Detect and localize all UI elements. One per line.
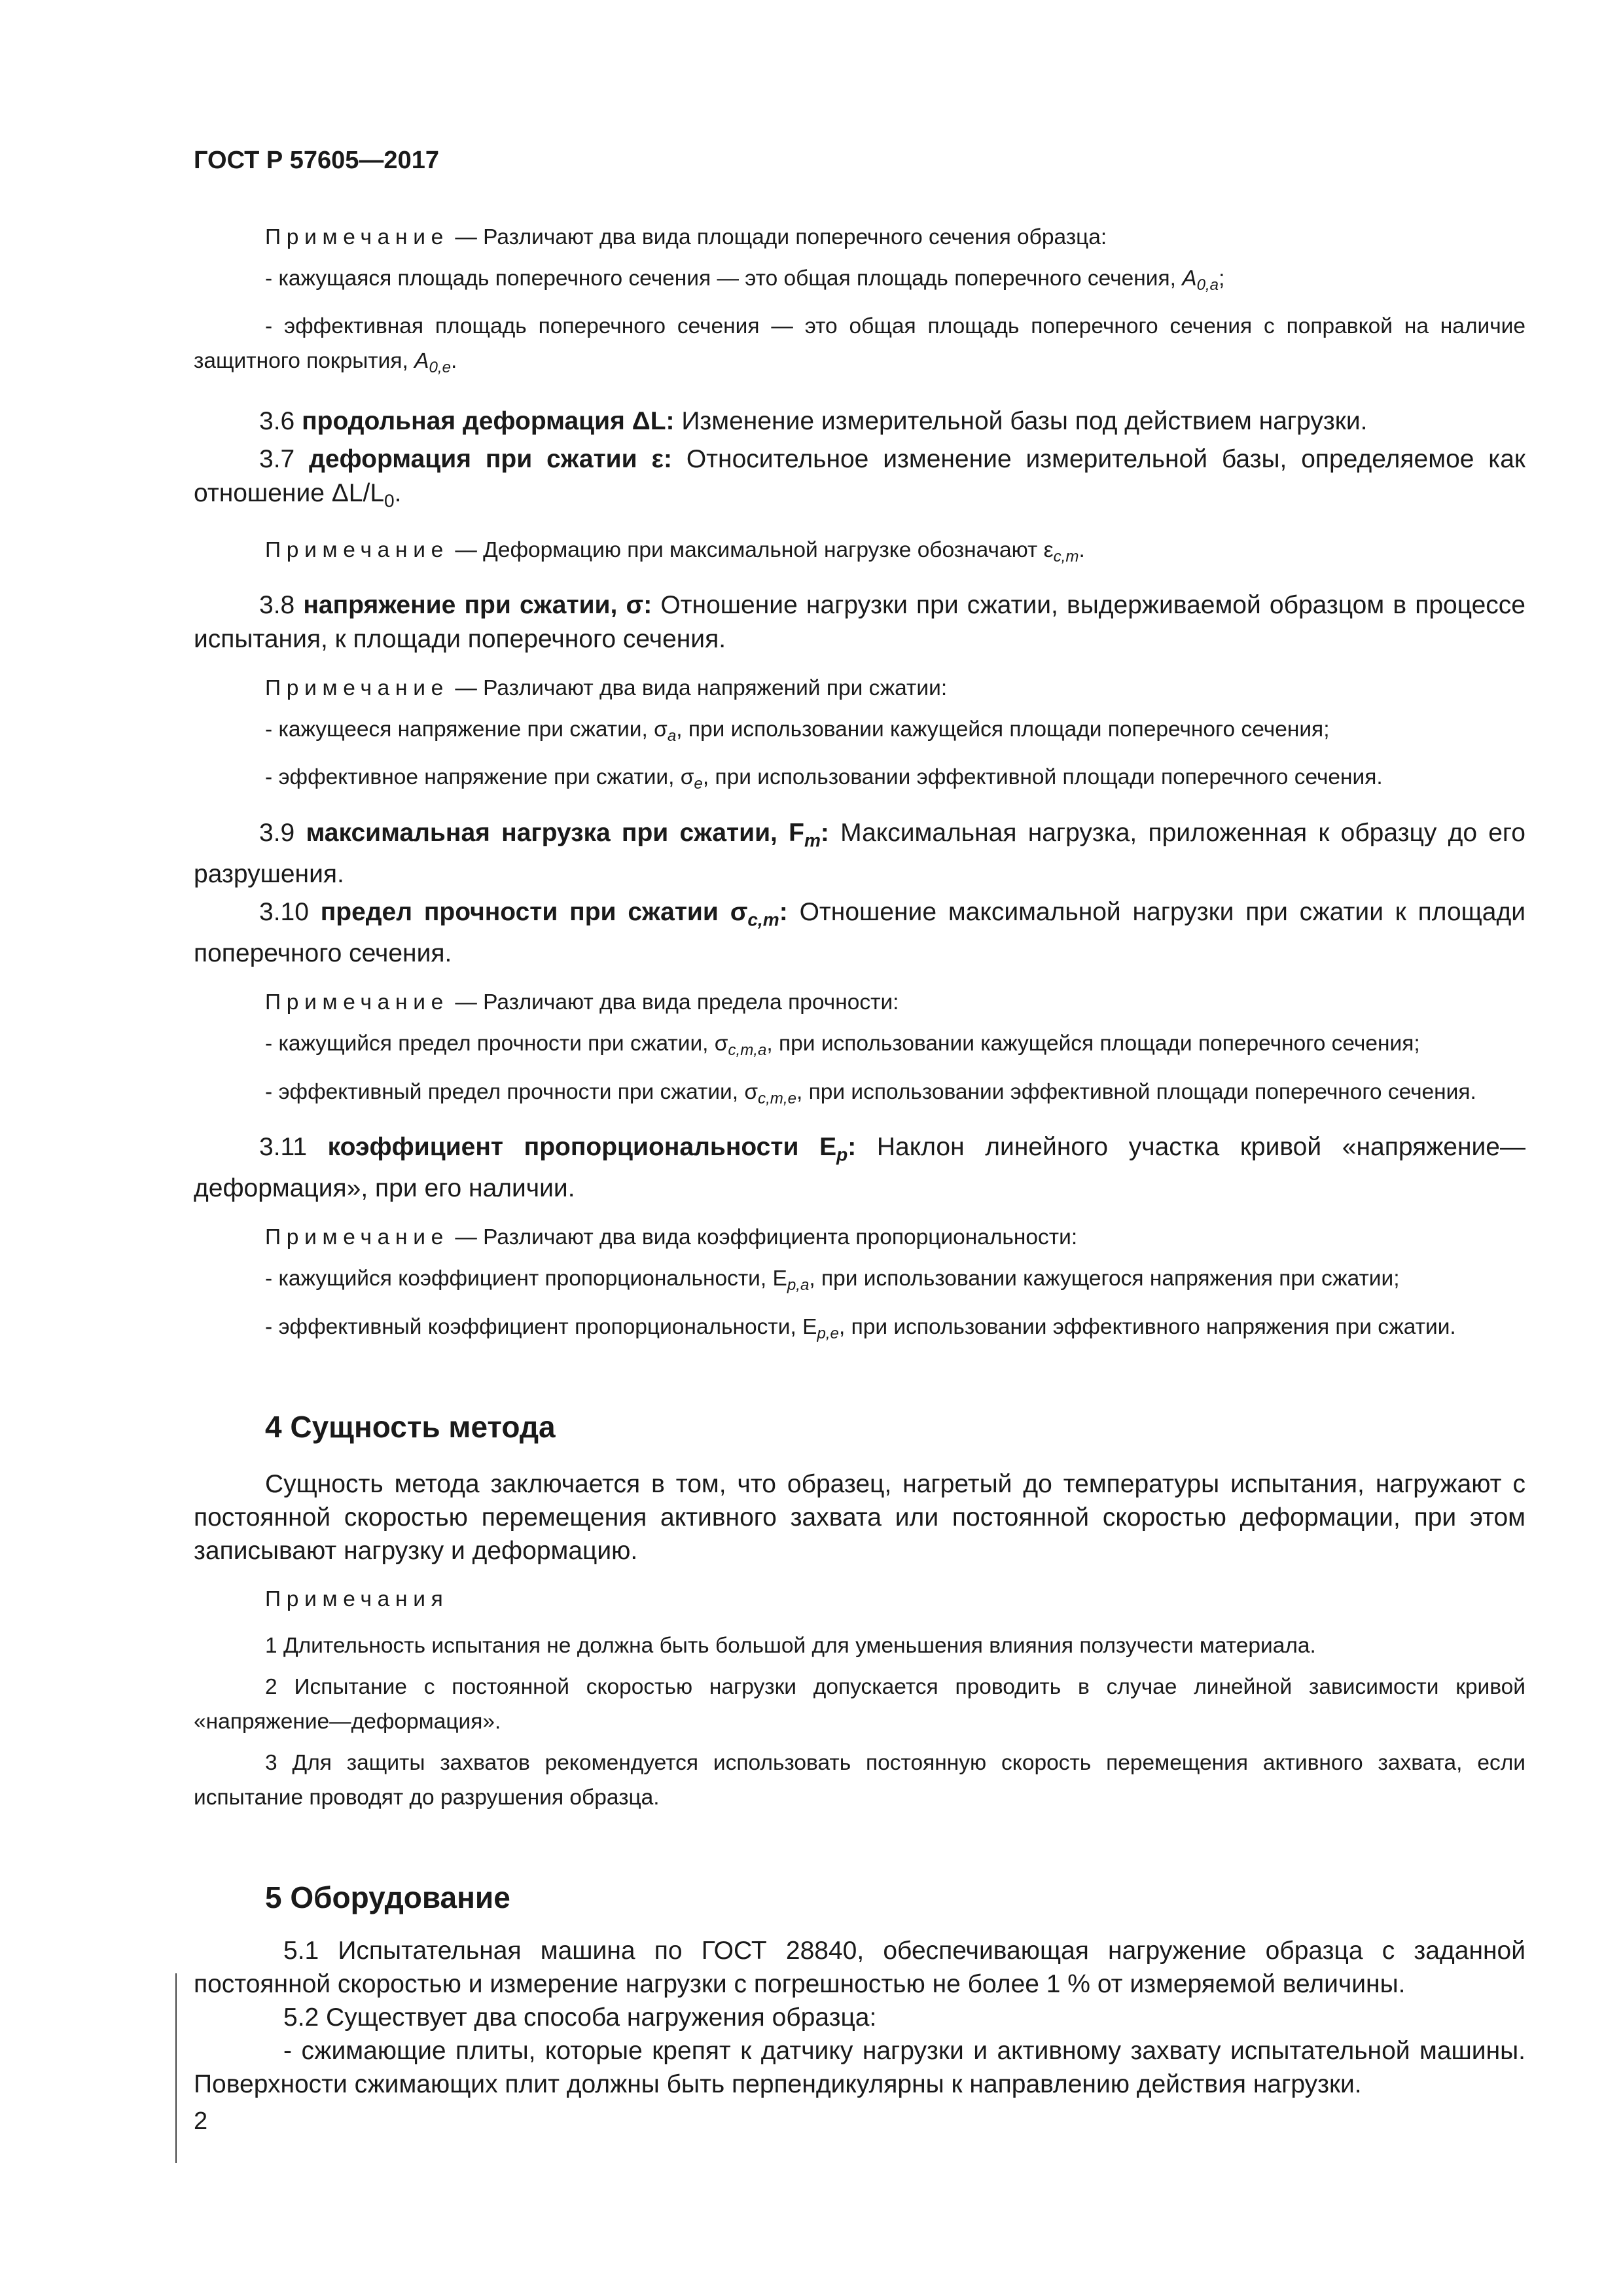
note-3-8-item-2: - эффективное напряжение при сжатии, $\sigma_e$, при использовании эффективной площади поперечного сечения. [265, 765, 1383, 793]
section-4-notes-label: Примечания [265, 1587, 449, 1611]
section-4-text: Сущность метода заключается в том, что образец, нагретый до температуры испытания, нагружают с постоянной скоростью перемещения активного захвата или постоянной скоростью деформации, при этом записывают нагрузку и деформацию. [194, 1469, 1525, 1565]
section-5-1: 5.1 Испытательная машина по ГОСТ 28840, обеспечивающая нагружение образца с заданной постоянной скоростью и измерение нагрузки с погрешностью не более 1 % от измеряемой величины. [194, 1936, 1525, 1998]
document-header: ГОСТ Р 57605—2017 [194, 147, 439, 174]
definition-3-7: 3.7 деформация при сжатии ε: Относительное изменение измерительной базы, определяемое как отношение $\Delta L/L_0$. [194, 445, 1525, 511]
definition-3-6: 3.6 продольная деформация ΔL: Изменение измерительной базы под действием нагрузки. [259, 407, 1368, 436]
section-4-note-3: 3 Для защиты захватов рекомендуется использовать постоянную скорость перемещения активного захвата, если испытание проводят до разрушения образца. [194, 1750, 1525, 1810]
definition-3-9: 3.9 максимальная нагрузка при сжатии, $F_m$: Максимальная нагрузка, приложенная к образцу до его разрушения. [194, 818, 1525, 889]
note-3-5-item-1: - кажущаяся площадь поперечного сечения — это общая площадь поперечного сечения, $A_{0,a}$; [265, 266, 1225, 295]
change-bar [175, 1973, 177, 2163]
definition-3-11: 3.11 коэффициент пропорциональности $E_p$: Наклон линейного участка кривой «напряжение—деформация», при его наличии. [194, 1132, 1525, 1203]
note-3-11: Примечание — Различают два вида коэффициента пропорциональности: [265, 1225, 1078, 1250]
note-3-10-item-2: - эффективный предел прочности при сжатии, $\sigma_{c,m,e}$, при использовании эффективной площади поперечного сечения. [265, 1079, 1476, 1107]
section-4-title: 4 Сущность метода [265, 1409, 556, 1444]
note-3-5: Примечание — Различают два вида площади поперечного сечения образца: [265, 225, 1107, 249]
note-3-11-item-2: - эффективный коэффициент пропорциональности, $E_{p,e}$, при использовании эффективного напряжения при сжатии. [265, 1314, 1456, 1342]
note-3-8-item-1: - кажущееся напряжение при сжатии, $\sigma_a$, при использовании кажущейся площади поперечного сечения; [265, 717, 1330, 745]
section-5-content [175, 1934, 1525, 2101]
note-3-10: Примечание — Различают два вида предела прочности: [265, 990, 899, 1015]
note-3-11-item-1: - кажущийся коэффициент пропорциональности, $E_{p,a}$, при использовании кажущегося напряжения при сжатии; [265, 1266, 1400, 1295]
section-4-note-2: 2 Испытание с постоянной скоростью нагрузки допускается проводить в случае линейной зависимости кривой «напряжение—деформация». [194, 1674, 1525, 1734]
definition-3-10: 3.10 предел прочности при сжатии $\sigma_{c,m}$: Отношение максимальной нагрузки при сжатии к площади поперечного сечения. [194, 898, 1525, 968]
note-3-8: Примечание — Различают два вида напряжений при сжатии: [265, 676, 948, 701]
document-body [194, 220, 1525, 2101]
note-3-10-item-1: - кажущийся предел прочности при сжатии, $\sigma_{c,m,a}$, при использовании кажущейся площади поперечного сечения; [265, 1031, 1420, 1060]
note-3-7: Примечание — Деформацию при максимальной нагрузке обозначают $\varepsilon_{c,m}$. [265, 537, 1085, 566]
definition-3-8: 3.8 напряжение при сжатии, σ: Отношение нагрузки при сжатии, выдерживаемой образцом в процессе испытания, к площади поперечного сечения. [194, 591, 1525, 654]
section-5-2: 5.2 Существует два способа нагружения образца: [283, 2003, 877, 2032]
section-5-2-item: - сжимающие плиты, которые крепят к датчику нагрузки и активному захвату испытательной машины. Поверхности сжимающих плит должны быть перпендикулярны к направлению действия нагрузки. [194, 2036, 1525, 2098]
note-3-5-item-2: - эффективная площадь поперечного сечения — это общая площадь поперечного сечения с поправкой на наличие защитного покрытия, $A_{0,e}$. [194, 314, 1525, 377]
page-number: 2 [194, 2108, 208, 2135]
section-5-title: 5 Оборудование [265, 1880, 510, 1914]
section-4-note-1: 1 Длительность испытания не должна быть большой для уменьшения влияния ползучести материала. [265, 1633, 1316, 1658]
